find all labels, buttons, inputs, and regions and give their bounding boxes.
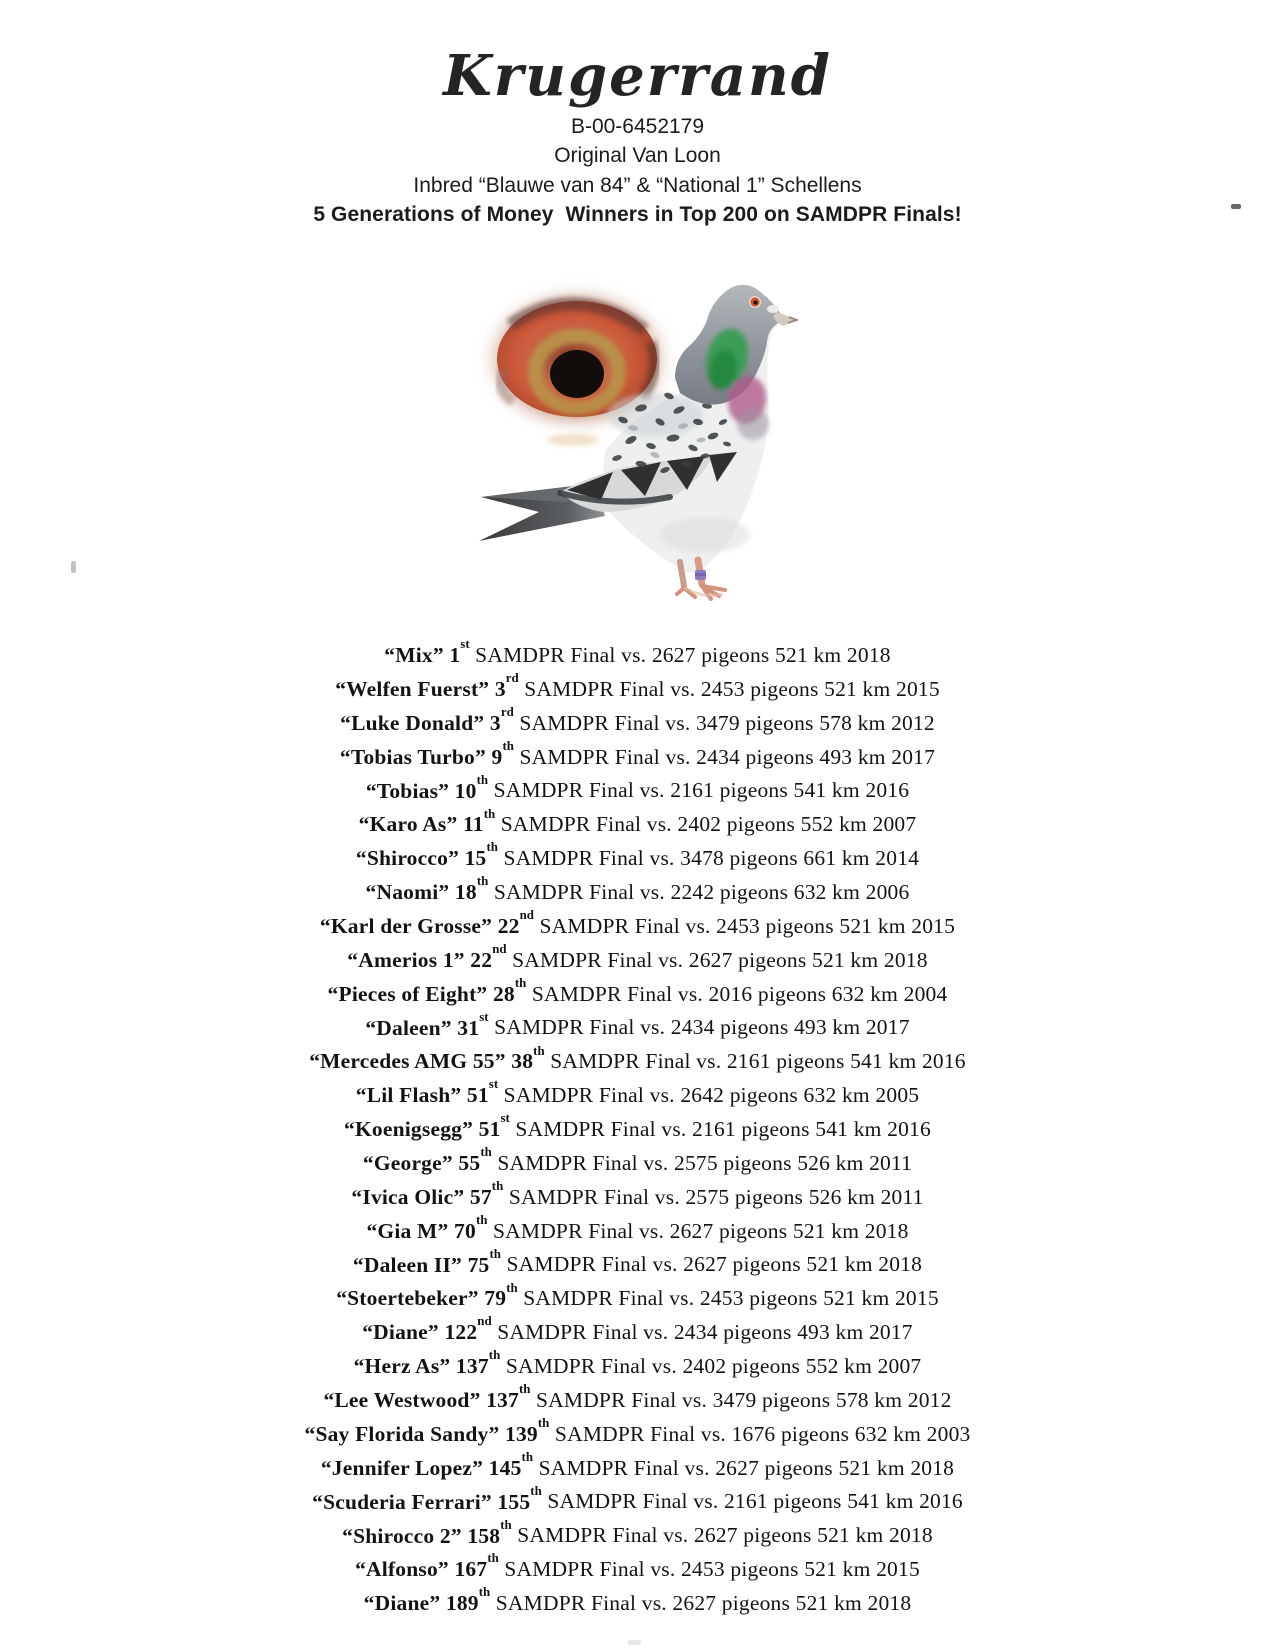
pigeon-name-title: Krugerrand	[443, 43, 832, 109]
ordinal-suffix: th	[475, 1212, 488, 1227]
result-line	[0, 636, 1275, 670]
result-name-place: “Tobias” 10th	[365, 772, 489, 803]
result-details: SAMDPR Final vs. 2575 pigeons 526 km 2011	[491, 1151, 913, 1176]
ordinal-suffix: rd	[500, 704, 514, 719]
result-line	[0, 1178, 1275, 1212]
result-line	[0, 738, 1275, 772]
result-name-place: “Karo As” 11th	[358, 806, 496, 837]
ordinal-suffix: th	[521, 1449, 533, 1464]
result-line	[0, 1347, 1275, 1381]
ordinal-suffix: st	[500, 1111, 510, 1126]
ordinal-suffix: th	[486, 840, 498, 855]
result-name-place: “Welfen Fuerst” 3rd	[335, 671, 519, 702]
result-details: SAMDPR Final vs. 2627 pigeons 521 km 2018	[487, 1218, 909, 1243]
strain-line: Original Van Loon	[554, 144, 721, 168]
pigeon-illustration	[455, 250, 855, 620]
result-details: SAMDPR Final vs. 2161 pigeons 541 km 2016	[544, 1049, 966, 1074]
ordinal-suffix: th	[537, 1415, 550, 1430]
result-line	[0, 805, 1275, 839]
result-line	[0, 1482, 1275, 1516]
result-line	[0, 975, 1275, 1009]
ordinal-suffix: th	[480, 1145, 492, 1160]
result-name-place: “Stoertebeker” 79th	[336, 1280, 518, 1311]
result-line	[0, 670, 1275, 704]
ordinal-suffix: th	[514, 975, 527, 990]
result-details: SAMDPR Final vs. 2627 pigeons 521 km 2018	[490, 1591, 912, 1616]
result-line	[0, 1449, 1275, 1483]
result-details: SAMDPR Final vs. 2627 pigeons 521 km 2018	[469, 643, 891, 668]
result-line	[0, 1008, 1275, 1042]
ordinal-suffix: th	[491, 1178, 504, 1193]
result-details: SAMDPR Final vs. 2642 pigeons 632 km 2005	[498, 1083, 920, 1108]
result-name-place: “Koenigsegg” 51st	[344, 1111, 510, 1142]
result-details: SAMDPR Final vs. 2453 pigeons 521 km 2015	[518, 677, 940, 702]
result-name-place: “Naomi” 18th	[365, 874, 489, 905]
result-name-place: “Jennifer Lopez” 145th	[320, 1449, 533, 1480]
ordinal-suffix: th	[518, 1382, 531, 1397]
ordinal-suffix: th	[483, 806, 496, 821]
ordinal-suffix: th	[500, 1517, 512, 1532]
result-details: SAMDPR Final vs. 3479 pigeons 578 km 2012	[513, 710, 935, 735]
result-details: SAMDPR Final vs. 2402 pigeons 552 km 2007	[500, 1354, 922, 1379]
result-line	[0, 1516, 1275, 1550]
ordinal-suffix: th	[488, 1348, 501, 1363]
result-details: SAMDPR Final vs. 2161 pigeons 541 km 2016	[488, 778, 910, 803]
ordinal-suffix: th	[533, 1043, 545, 1058]
result-name-place: “Mix” 1st	[384, 637, 470, 668]
result-details: SAMDPR Final vs. 1676 pigeons 632 km 2003	[549, 1421, 971, 1446]
result-name-place: “Tobias Turbo” 9th	[339, 738, 514, 769]
result-line	[0, 704, 1275, 738]
ordinal-suffix: st	[488, 1077, 499, 1092]
result-name-place: “Daleen” 31st	[365, 1009, 489, 1040]
result-line	[0, 1584, 1275, 1618]
ordinal-suffix: th	[489, 1246, 501, 1261]
result-details: SAMDPR Final vs. 2434 pigeons 493 km 2017	[491, 1320, 913, 1345]
result-details: SAMDPR Final vs. 2453 pigeons 521 km 2015	[517, 1286, 939, 1311]
result-details: SAMDPR Final vs. 2627 pigeons 521 km 2018	[533, 1455, 955, 1480]
ordinal-suffix: th	[506, 1280, 518, 1295]
result-details: SAMDPR Final vs. 2627 pigeons 521 km 2018	[511, 1523, 933, 1548]
ordinal-suffix: nd	[519, 908, 534, 923]
result-details: SAMDPR Final vs. 2402 pigeons 552 km 2007	[495, 812, 917, 837]
ring-number: B-00-6452179	[570, 115, 705, 138]
result-details: SAMDPR Final vs. 2161 pigeons 541 km 2016	[509, 1117, 931, 1142]
result-details: SAMDPR Final vs. 2434 pigeons 493 km 2017	[488, 1015, 910, 1040]
result-name-place: “Diane” 189th	[363, 1585, 491, 1616]
result-details: SAMDPR Final vs. 2016 pigeons 632 km 2004	[526, 981, 948, 1006]
ordinal-suffix: st	[479, 1009, 489, 1024]
result-line	[0, 941, 1275, 975]
result-line	[0, 1279, 1275, 1313]
result-name-place: “Daleen II” 75th	[352, 1246, 501, 1277]
result-line	[0, 839, 1275, 873]
result-details: SAMDPR Final vs. 2627 pigeons 521 km 2018	[506, 947, 928, 972]
ordinal-suffix: rd	[505, 671, 519, 686]
result-name-place: “Scuderia Ferrari” 155th	[312, 1483, 542, 1514]
inbred-line: Inbred “Blauwe van 84” & “National 1” Schellens	[413, 173, 862, 197]
scan-artifact	[1231, 204, 1241, 209]
result-details: SAMDPR Final vs. 3479 pigeons 578 km 2012	[530, 1388, 952, 1413]
result-name-place: “Gia M” 70th	[366, 1212, 488, 1243]
result-name-place: “Herz As” 137th	[353, 1348, 501, 1379]
result-name-place: “Lee Westwood” 137th	[323, 1382, 531, 1413]
pigeon-photo	[455, 250, 855, 620]
ordinal-suffix: nd	[477, 1314, 492, 1329]
result-details: SAMDPR Final vs. 2575 pigeons 526 km 2011	[503, 1184, 924, 1209]
result-line	[0, 1245, 1275, 1279]
result-line	[0, 1110, 1275, 1144]
result-name-place: “Mercedes AMG 55” 38th	[309, 1043, 545, 1074]
result-name-place: “Ivica Olic” 57th	[351, 1178, 504, 1209]
result-name-place: “Luke Donald” 3rd	[340, 704, 514, 735]
result-name-place: “Amerios 1” 22nd	[347, 941, 507, 972]
result-name-place: “Karl der Grosse” 22nd	[319, 908, 534, 939]
result-name-place: “Alfonso” 167th	[355, 1551, 499, 1582]
result-name-place: “George” 55th	[362, 1145, 492, 1176]
ordinal-suffix: th	[487, 1551, 499, 1566]
ordinal-suffix: th	[476, 874, 489, 889]
results-list	[0, 636, 1275, 1618]
result-line	[0, 1415, 1275, 1449]
scan-artifact	[71, 561, 76, 573]
result-details: SAMDPR Final vs. 2627 pigeons 521 km 2018	[500, 1252, 923, 1277]
result-line	[0, 1144, 1275, 1178]
result-line	[0, 1042, 1275, 1076]
result-details: SAMDPR Final vs. 3478 pigeons 661 km 2014	[497, 846, 920, 871]
result-line	[0, 1381, 1275, 1415]
result-name-place: “Shirocco 2” 158th	[342, 1517, 512, 1548]
result-line	[0, 1212, 1275, 1246]
ordinal-suffix: th	[530, 1483, 542, 1498]
result-name-place: “Pieces of Eight” 28th	[327, 975, 527, 1006]
result-line	[0, 1076, 1275, 1110]
result-line	[0, 771, 1275, 805]
result-line	[0, 873, 1275, 907]
result-details: SAMDPR Final vs. 2161 pigeons 541 km 2016	[541, 1489, 963, 1514]
ordinal-suffix: th	[478, 1585, 491, 1600]
highlight-line: 5 Generations of Money Winners in Top 200 on SAMDPR Finals!	[313, 203, 962, 227]
result-name-place: “Say Florida Sandy” 139th	[304, 1415, 550, 1446]
ordinal-suffix: st	[460, 637, 470, 652]
header-subtitle-block	[0, 112, 1275, 230]
result-line	[0, 1313, 1275, 1347]
result-details: SAMDPR Final vs. 2242 pigeons 632 km 2006	[488, 880, 910, 905]
result-name-place: “Lil Flash” 51st	[355, 1077, 499, 1108]
result-name-place: “Shirocco” 15th	[355, 840, 498, 871]
result-line	[0, 907, 1275, 941]
scan-artifact	[628, 1640, 641, 1645]
result-details: SAMDPR Final vs. 2434 pigeons 493 km 2017	[513, 744, 936, 769]
ordinal-suffix: th	[476, 772, 489, 787]
result-details: SAMDPR Final vs. 2453 pigeons 521 km 2015	[498, 1557, 920, 1582]
result-line	[0, 1550, 1275, 1584]
result-details: SAMDPR Final vs. 2453 pigeons 521 km 2015	[533, 914, 956, 939]
ordinal-suffix: nd	[492, 941, 507, 956]
result-name-place: “Diane” 122nd	[362, 1314, 492, 1345]
ordinal-suffix: th	[502, 738, 514, 753]
